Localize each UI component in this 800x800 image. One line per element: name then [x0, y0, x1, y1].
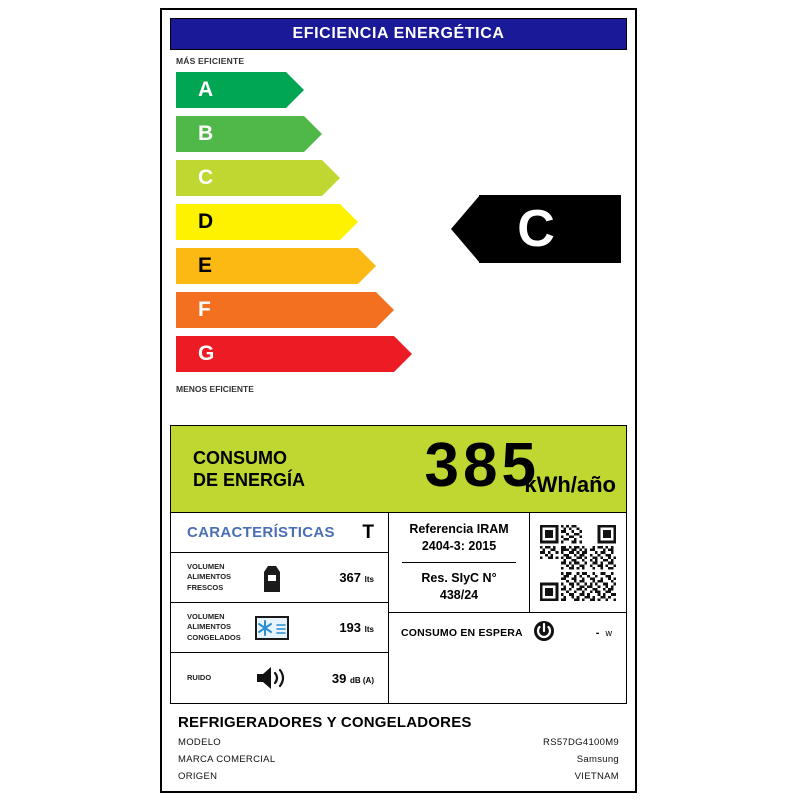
- class-bar-g: [176, 336, 394, 372]
- characteristics-right-column: [389, 513, 626, 703]
- climate-class-value: T: [362, 521, 374, 543]
- footer-label: MODELO: [178, 737, 221, 748]
- class-bar-a: [176, 72, 286, 108]
- characteristics-title: CARACTERÍSTICAS: [187, 524, 335, 541]
- footer-label: ORIGEN: [178, 771, 218, 782]
- freezer-snowflake-icon: [249, 613, 295, 643]
- qr-code: [540, 525, 616, 601]
- class-bar-b: [176, 116, 304, 152]
- consumption-label-line1: CONSUMO: [193, 447, 287, 468]
- characteristic-label: VOLUMEN ALIMENTOS CONGELADOS: [187, 612, 241, 642]
- class-bar-d: [176, 204, 340, 240]
- class-letter: C: [198, 166, 214, 189]
- class-bar-f: [176, 292, 376, 328]
- footer-label: MARCA COMERCIAL: [178, 754, 276, 765]
- class-letter: A: [198, 78, 214, 101]
- least-efficient-note: MENOS EFICIENTE: [176, 384, 254, 394]
- class-letter: G: [198, 342, 215, 365]
- most-efficient-note: MÁS EFICIENTE: [176, 56, 245, 66]
- reference-divider: [402, 562, 517, 563]
- footer-row-model: [170, 731, 627, 748]
- rating-arrow: [451, 195, 621, 263]
- qr-code-cell: [529, 513, 626, 612]
- characteristic-value: 367 lts: [339, 570, 374, 585]
- reference-box: [389, 513, 626, 613]
- characteristics-section: [170, 513, 627, 704]
- characteristics-header: [171, 513, 388, 553]
- reference-line4: 438/24: [439, 587, 479, 602]
- bar-row: [176, 68, 627, 112]
- class-bar-e: [176, 248, 358, 284]
- characteristic-value: 39 dB (A): [331, 670, 374, 686]
- energy-consumption-band: [170, 425, 627, 513]
- class-letter: E: [198, 254, 213, 277]
- label-header: [170, 18, 627, 50]
- energy-label-card: [160, 8, 637, 793]
- footer-value: RS57DG4100M9: [543, 737, 619, 748]
- footer-section: [170, 704, 627, 782]
- consumption-label-line2: DE ENERGÍA: [193, 470, 306, 490]
- class-letter: F: [198, 298, 211, 321]
- characteristic-label: RUIDO: [187, 672, 212, 682]
- standby-value: - w: [595, 627, 612, 639]
- power-icon: [533, 620, 555, 647]
- bar-row: [176, 288, 627, 332]
- footer-row-origin: [170, 765, 627, 782]
- bar-row: [176, 332, 627, 376]
- consumption-unit: kWh/año: [524, 472, 616, 497]
- label-title: EFICIENCIA ENERGÉTICA: [292, 25, 505, 42]
- consumption-value: 385: [424, 431, 540, 500]
- efficiency-scale-section: [170, 50, 627, 425]
- class-letter: D: [198, 210, 214, 233]
- reference-text: [389, 513, 529, 612]
- standby-consumption-row: [389, 613, 626, 653]
- characteristic-label: VOLUMEN ALIMENTOS FRESCOS: [187, 562, 232, 592]
- fresh-food-icon: [249, 563, 295, 593]
- bar-row: [176, 156, 627, 200]
- class-letter: B: [198, 122, 214, 145]
- bar-row: [176, 112, 627, 156]
- footer-row-brand: [170, 748, 627, 765]
- reference-line3: Res. SIyC N°: [421, 571, 497, 585]
- characteristic-value: 193 lts: [339, 620, 374, 635]
- class-bar-c: [176, 160, 322, 196]
- characteristics-left-column: [171, 513, 389, 703]
- reference-line1: Referencia IRAM: [409, 522, 509, 537]
- characteristic-row-frozen: [171, 603, 388, 653]
- footer-value: Samsung: [576, 754, 619, 765]
- characteristic-row-fresh: [171, 553, 388, 603]
- rating-letter: C: [517, 200, 555, 258]
- standby-label: CONSUMO EN ESPERA: [401, 627, 523, 639]
- footer-value: VIETNAM: [574, 771, 619, 782]
- speaker-icon: [249, 665, 295, 691]
- product-category-title: REFRIGERADORES Y CONGELADORES: [178, 714, 472, 731]
- reference-line2: 2404-3: 2015: [421, 539, 497, 554]
- characteristic-row-noise: [171, 653, 388, 703]
